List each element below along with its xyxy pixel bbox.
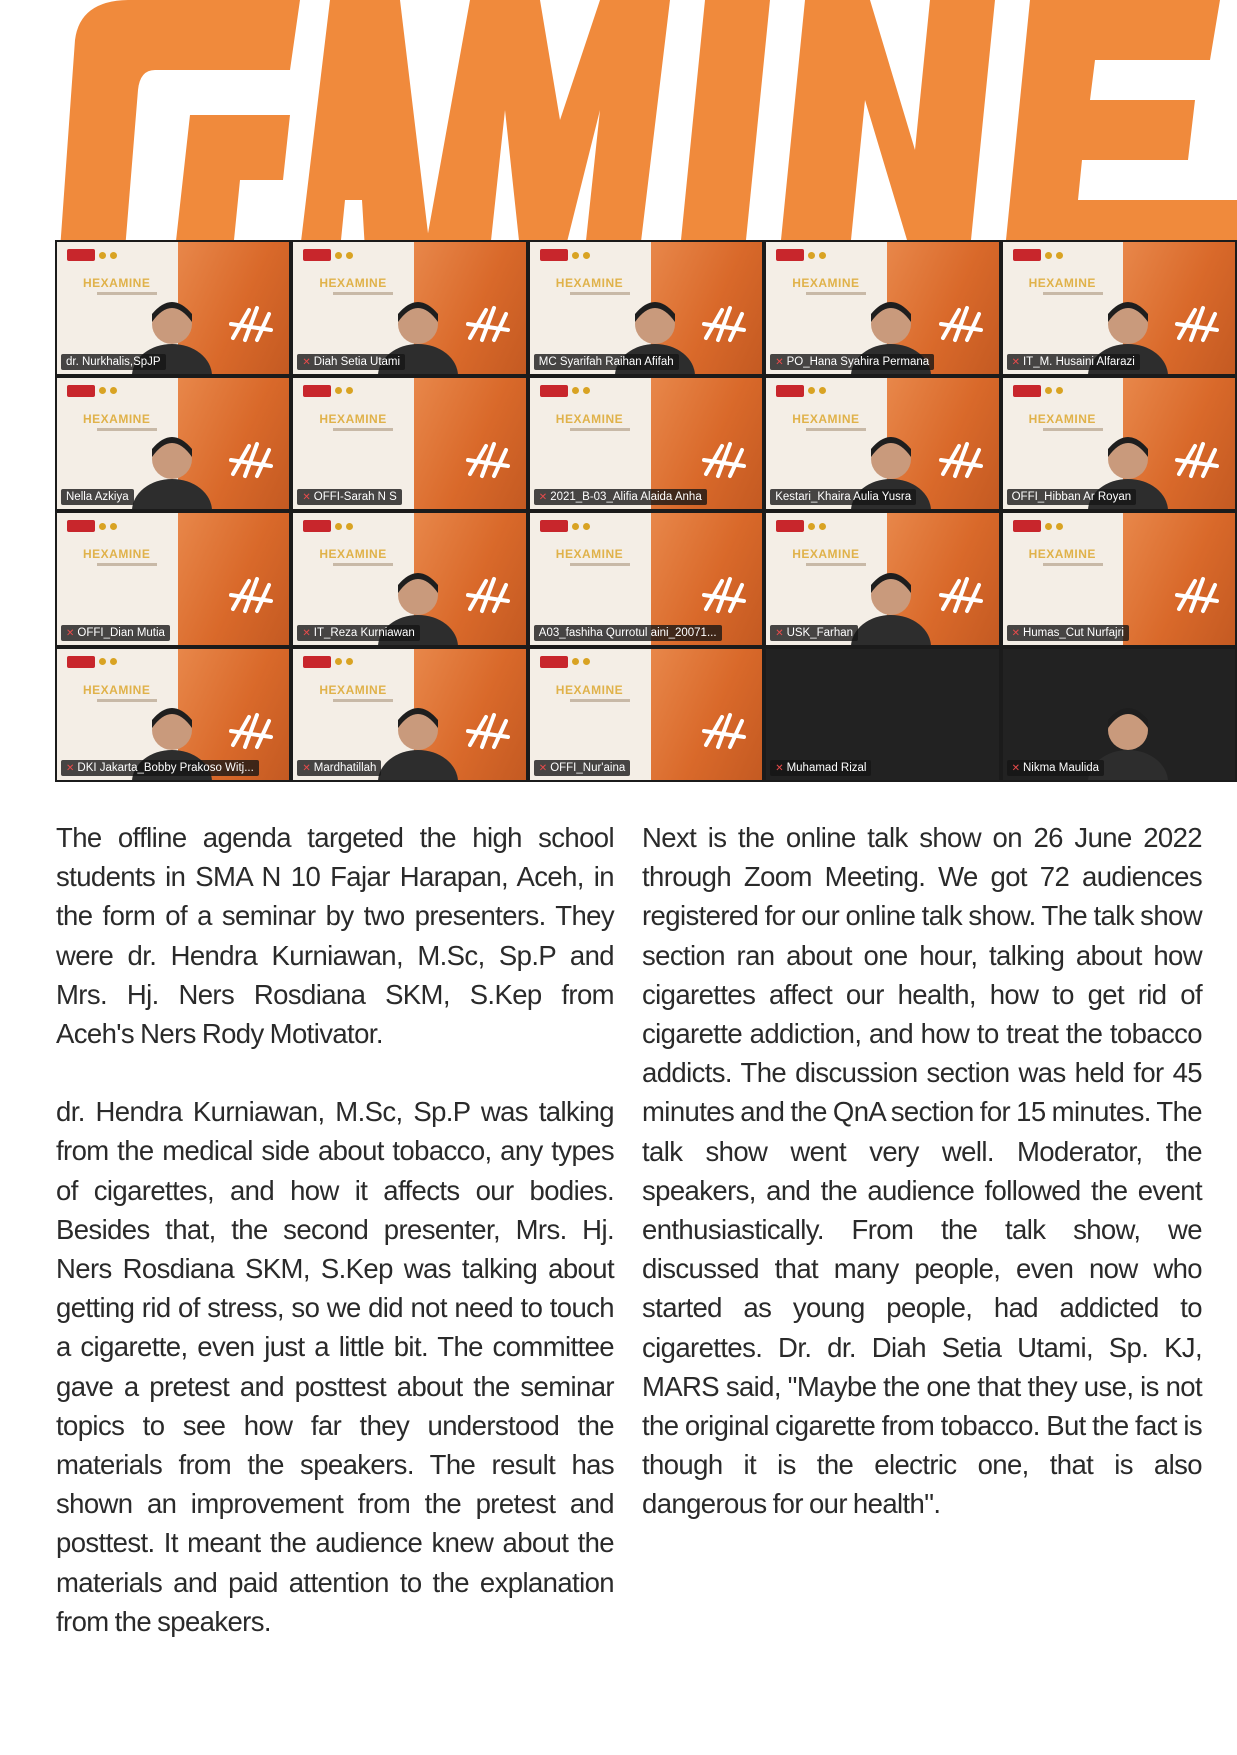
slide-title: HEXAMINE — [1028, 411, 1096, 426]
slide-title: HEXAMINE — [319, 682, 387, 697]
participant-tile[interactable] — [57, 513, 289, 645]
participant-name-label — [534, 489, 707, 505]
slide-subtitle-bar — [570, 428, 630, 431]
participant-name: A03_fashiha Qurrotul aini_20071... — [538, 626, 717, 639]
participant-name: Diah Setia Utami — [313, 355, 401, 368]
participant-name-label — [534, 354, 679, 370]
participant-tile[interactable] — [57, 378, 289, 510]
participant-tile[interactable] — [766, 649, 998, 781]
cigarette-illustration — [227, 304, 275, 344]
slide-subtitle-bar — [97, 563, 157, 566]
participant-name: Mardhatillah — [313, 762, 377, 774]
participant-name-label — [297, 489, 401, 505]
participant-tile[interactable] — [530, 242, 762, 374]
cigarette-illustration — [700, 575, 748, 615]
slide-title: HEXAMINE — [792, 547, 860, 561]
muted-mic-icon: ✕ — [538, 492, 548, 503]
slide-title: HEXAMINE — [319, 411, 387, 426]
muted-mic-icon: ✕ — [775, 627, 784, 639]
event-logo — [303, 656, 353, 668]
event-logo — [1013, 520, 1063, 532]
cigarette-illustration — [937, 440, 985, 480]
muted-mic-icon: ✕ — [302, 356, 311, 368]
cigarette-illustration — [937, 304, 985, 344]
participant-name-label — [61, 760, 259, 776]
participant-name: IT_M. Husaini Alfarazi — [1022, 355, 1135, 368]
article-column-right — [642, 818, 1202, 1524]
participant-name-label — [534, 625, 722, 641]
muted-mic-icon: ✕ — [302, 627, 311, 639]
participant-name-label — [770, 354, 934, 370]
participant-name: dr. Nurkhalis,SpJP — [66, 355, 161, 368]
slide-title: HEXAMINE — [83, 547, 151, 561]
muted-mic-icon: ✕ — [302, 763, 311, 774]
participant-name-label — [1007, 760, 1104, 776]
article-column-left — [56, 818, 614, 1641]
participant-tile[interactable] — [57, 649, 289, 781]
participant-name: OFFI_Hibban Ar Royan — [1011, 491, 1132, 503]
participant-name: Nella Azkiya — [66, 491, 129, 503]
event-logo — [540, 385, 590, 397]
participant-name-label — [770, 760, 871, 776]
paragraph: Next is the online talk show on 26 June 2022 through Zoom Meeting. We got 72 audiences registered for our online talk show. The talk show section ran about one hour, talking about how cigarettes affect our health, how to get rid of cigarette addiction, and how to treat the tobacco addicts. The discussion section was held for 45 minutes and the QnA section for 15 minutes. The talk show went very well. Moderator, the speakers, and the audience followed the event enthusiastically. From the talk show, we discussed that many people, even now who started as young people, had addicted to cigarettes. Dr. dr. Diah Setia Utami, Sp. KJ, MARS said, "Maybe the one that they use, is not the original cigarette from tobacco. But the fact is though it is the electric one, that is also dangerous for our health". — [642, 822, 1202, 1520]
participant-video — [127, 419, 217, 509]
muted-mic-icon: ✕ — [1011, 356, 1020, 368]
slide-subtitle-bar — [570, 699, 630, 702]
participant-name-label — [297, 354, 405, 370]
participant-tile[interactable] — [1003, 513, 1235, 645]
participant-name-label — [1007, 625, 1129, 641]
participant-tile[interactable] — [293, 649, 525, 781]
cigarette-illustration — [1173, 440, 1221, 480]
participant-name-label — [61, 489, 134, 505]
muted-mic-icon: ✕ — [302, 492, 311, 503]
participant-name: PO_Hana Syahira Permana — [786, 355, 930, 368]
event-logo — [303, 249, 353, 261]
participant-tile[interactable] — [1003, 649, 1235, 781]
muted-mic-icon: ✕ — [775, 763, 784, 774]
participant-name: OFFI_Nur'aina — [550, 762, 626, 774]
slide-title: HEXAMINE — [1028, 547, 1096, 561]
event-logo — [776, 249, 826, 261]
participant-name: Humas_Cut Nurfajri — [1022, 626, 1124, 639]
slide-title: HEXAMINE — [792, 276, 860, 290]
paragraph: dr. Hendra Kurniawan, M.Sc, Sp.P was talking from the medical side about tobacco, any types of cigarettes, and how it affects our bodies. Besides that, the second presenter, Mrs. Hj. Ners Rosdiana SKM, S.Kep was talking about getting rid of stress, so we did not need to touch a cigarette, even just a little bit. The committee gave a pretest and posttest about the seminar topics to see how far they understood the materials from the speakers. The result has shown an improvement from the pretest and posttest. It meant the audience knew about the materials and paid attention to the explanation from the speakers. — [56, 1096, 614, 1637]
participant-name-label — [534, 760, 630, 776]
event-logo — [67, 656, 117, 668]
event-logo — [1013, 249, 1063, 261]
participant-name: DKI Jakarta_Bobby Prakoso Witj... — [77, 762, 254, 774]
participant-name-label — [1007, 489, 1137, 505]
participant-name: IT_Reza Kurniawan — [313, 626, 415, 639]
participant-tile[interactable] — [57, 242, 289, 374]
event-logo — [303, 520, 353, 532]
slide-title: HEXAMINE — [319, 547, 387, 561]
event-logo — [1013, 385, 1063, 397]
video-call-gallery — [55, 240, 1237, 782]
participant-name-label — [770, 625, 858, 641]
event-logo — [540, 520, 590, 532]
participant-name: OFFI-Sarah N S — [313, 491, 397, 503]
participant-video — [846, 555, 936, 645]
participant-name: 2021_B-03_Alifia Alaida Anha — [550, 491, 702, 503]
cigarette-illustration — [464, 575, 512, 615]
event-logo — [67, 385, 117, 397]
event-logo — [67, 249, 117, 261]
participant-name-label — [297, 625, 419, 641]
cigarette-illustration — [227, 440, 275, 480]
cigarette-illustration — [227, 711, 275, 751]
participant-name: MC Syarifah Raihan Afifah — [538, 355, 674, 368]
muted-mic-icon: ✕ — [66, 763, 75, 774]
participant-tile[interactable] — [293, 378, 525, 510]
participant-tile[interactable] — [1003, 242, 1235, 374]
slide-title: HEXAMINE — [555, 682, 624, 697]
participant-tile[interactable] — [293, 513, 525, 645]
cigarette-illustration — [464, 440, 512, 480]
participant-video — [373, 690, 463, 780]
event-logo — [540, 656, 590, 668]
muted-mic-icon: ✕ — [538, 763, 548, 774]
participant-name-label — [61, 354, 166, 370]
participant-name: Nikma Maulida — [1022, 762, 1100, 774]
participant-tile[interactable] — [766, 513, 998, 645]
cigarette-illustration — [464, 304, 512, 344]
slide-title: HEXAMINE — [83, 276, 151, 290]
muted-mic-icon: ✕ — [66, 627, 75, 639]
muted-mic-icon: ✕ — [1011, 627, 1020, 639]
participant-name: USK_Farhan — [786, 626, 854, 639]
hexamine-banner — [0, 0, 1237, 250]
slide-title: HEXAMINE — [83, 411, 151, 426]
muted-mic-icon: ✕ — [1011, 763, 1020, 774]
participant-name: Muhamad Rizal — [786, 762, 867, 774]
event-logo — [67, 520, 117, 532]
slide-title: HEXAMINE — [1028, 276, 1096, 290]
slide-subtitle-bar — [1043, 563, 1103, 566]
cigarette-illustration — [1173, 575, 1221, 615]
slide-subtitle-bar — [570, 563, 630, 566]
participant-name-label — [297, 760, 381, 776]
muted-mic-icon: ✕ — [775, 356, 784, 368]
event-logo — [776, 385, 826, 397]
cigarette-illustration — [700, 711, 748, 751]
cigarette-illustration — [464, 711, 512, 751]
slide-title: HEXAMINE — [319, 276, 387, 290]
participant-name-label — [770, 489, 916, 505]
slide-title: HEXAMINE — [83, 682, 151, 697]
participant-name: OFFI_Dian Mutia — [77, 626, 165, 639]
participant-tile[interactable] — [530, 513, 762, 645]
slide-subtitle-bar — [333, 428, 393, 431]
cigarette-illustration — [937, 575, 985, 615]
slide-title: HEXAMINE — [555, 547, 624, 561]
event-logo — [776, 520, 826, 532]
cigarette-illustration — [700, 304, 748, 344]
cigarette-illustration — [227, 575, 275, 615]
participant-tile[interactable] — [530, 378, 762, 510]
paragraph: The offline agenda targeted the high school students in SMA N 10 Fajar Harapan, Aceh, in the form of a seminar by two presenters. They were dr. Hendra Kurniawan, M.Sc, Sp.P and Mrs. Hj. Ners Rosdiana SKM, S.Kep from Aceh's Ners Rody Motivator. — [56, 822, 614, 1050]
participant-name-label — [1007, 354, 1140, 370]
event-logo — [540, 249, 590, 261]
cigarette-illustration — [700, 440, 748, 480]
slide-title: HEXAMINE — [792, 411, 860, 426]
participant-name-label — [61, 625, 170, 641]
cigarette-illustration — [1173, 304, 1221, 344]
participant-tile[interactable] — [1003, 378, 1235, 510]
slide-title: HEXAMINE — [555, 411, 624, 426]
participant-tile[interactable] — [766, 242, 998, 374]
participant-tile[interactable] — [530, 649, 762, 781]
event-logo — [303, 385, 353, 397]
participant-tile[interactable] — [293, 242, 525, 374]
slide-title: HEXAMINE — [555, 276, 624, 290]
participant-tile[interactable] — [766, 378, 998, 510]
hexamine-title-art — [0, 0, 1237, 250]
participant-name: Kestari_Khaira Aulia Yusra — [775, 491, 912, 503]
